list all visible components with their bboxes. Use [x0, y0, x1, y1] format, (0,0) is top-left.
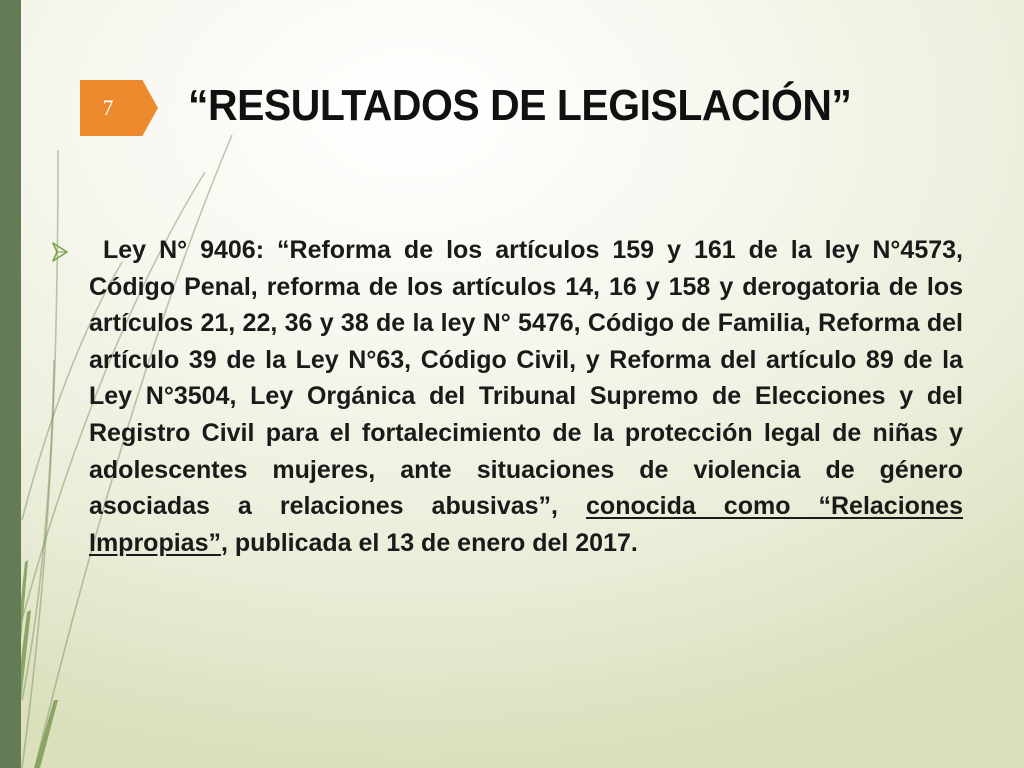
slide-title: “RESULTADOS DE LEGISLACIÓN” [188, 81, 852, 130]
law-heading-text: Ley N° 9406: “Reforma de los artículos 159 y 161 de la ley N°4573, Código Penal, reforma de los artículos 14, 16 y 158 y derogatoria de los artículos 21, 22, 36 y 38 de la ley N° 5476, Código de Familia, Reforma del artículo 39 de la Ley N°63, Código Civil, y Reforma del artículo 89 de la Ley N°3504, Ley Orgánica del Tribunal Supremo de Elecciones y del Registro Civil para el fortalecimiento de la protección legal de niñas y adolescentes mujeres, ante situaciones de violencia de género asociadas a relaciones abusivas”, [89, 236, 963, 521]
known-as-text: conocida como “Relaciones Impropias” [89, 492, 963, 557]
arrow-bullet-icon [52, 242, 68, 262]
slide-number: 7 [102, 95, 114, 120]
publication-date-text: , publicada el 13 de enero del 2017. [220, 528, 638, 557]
law-description-paragraph [89, 232, 963, 561]
